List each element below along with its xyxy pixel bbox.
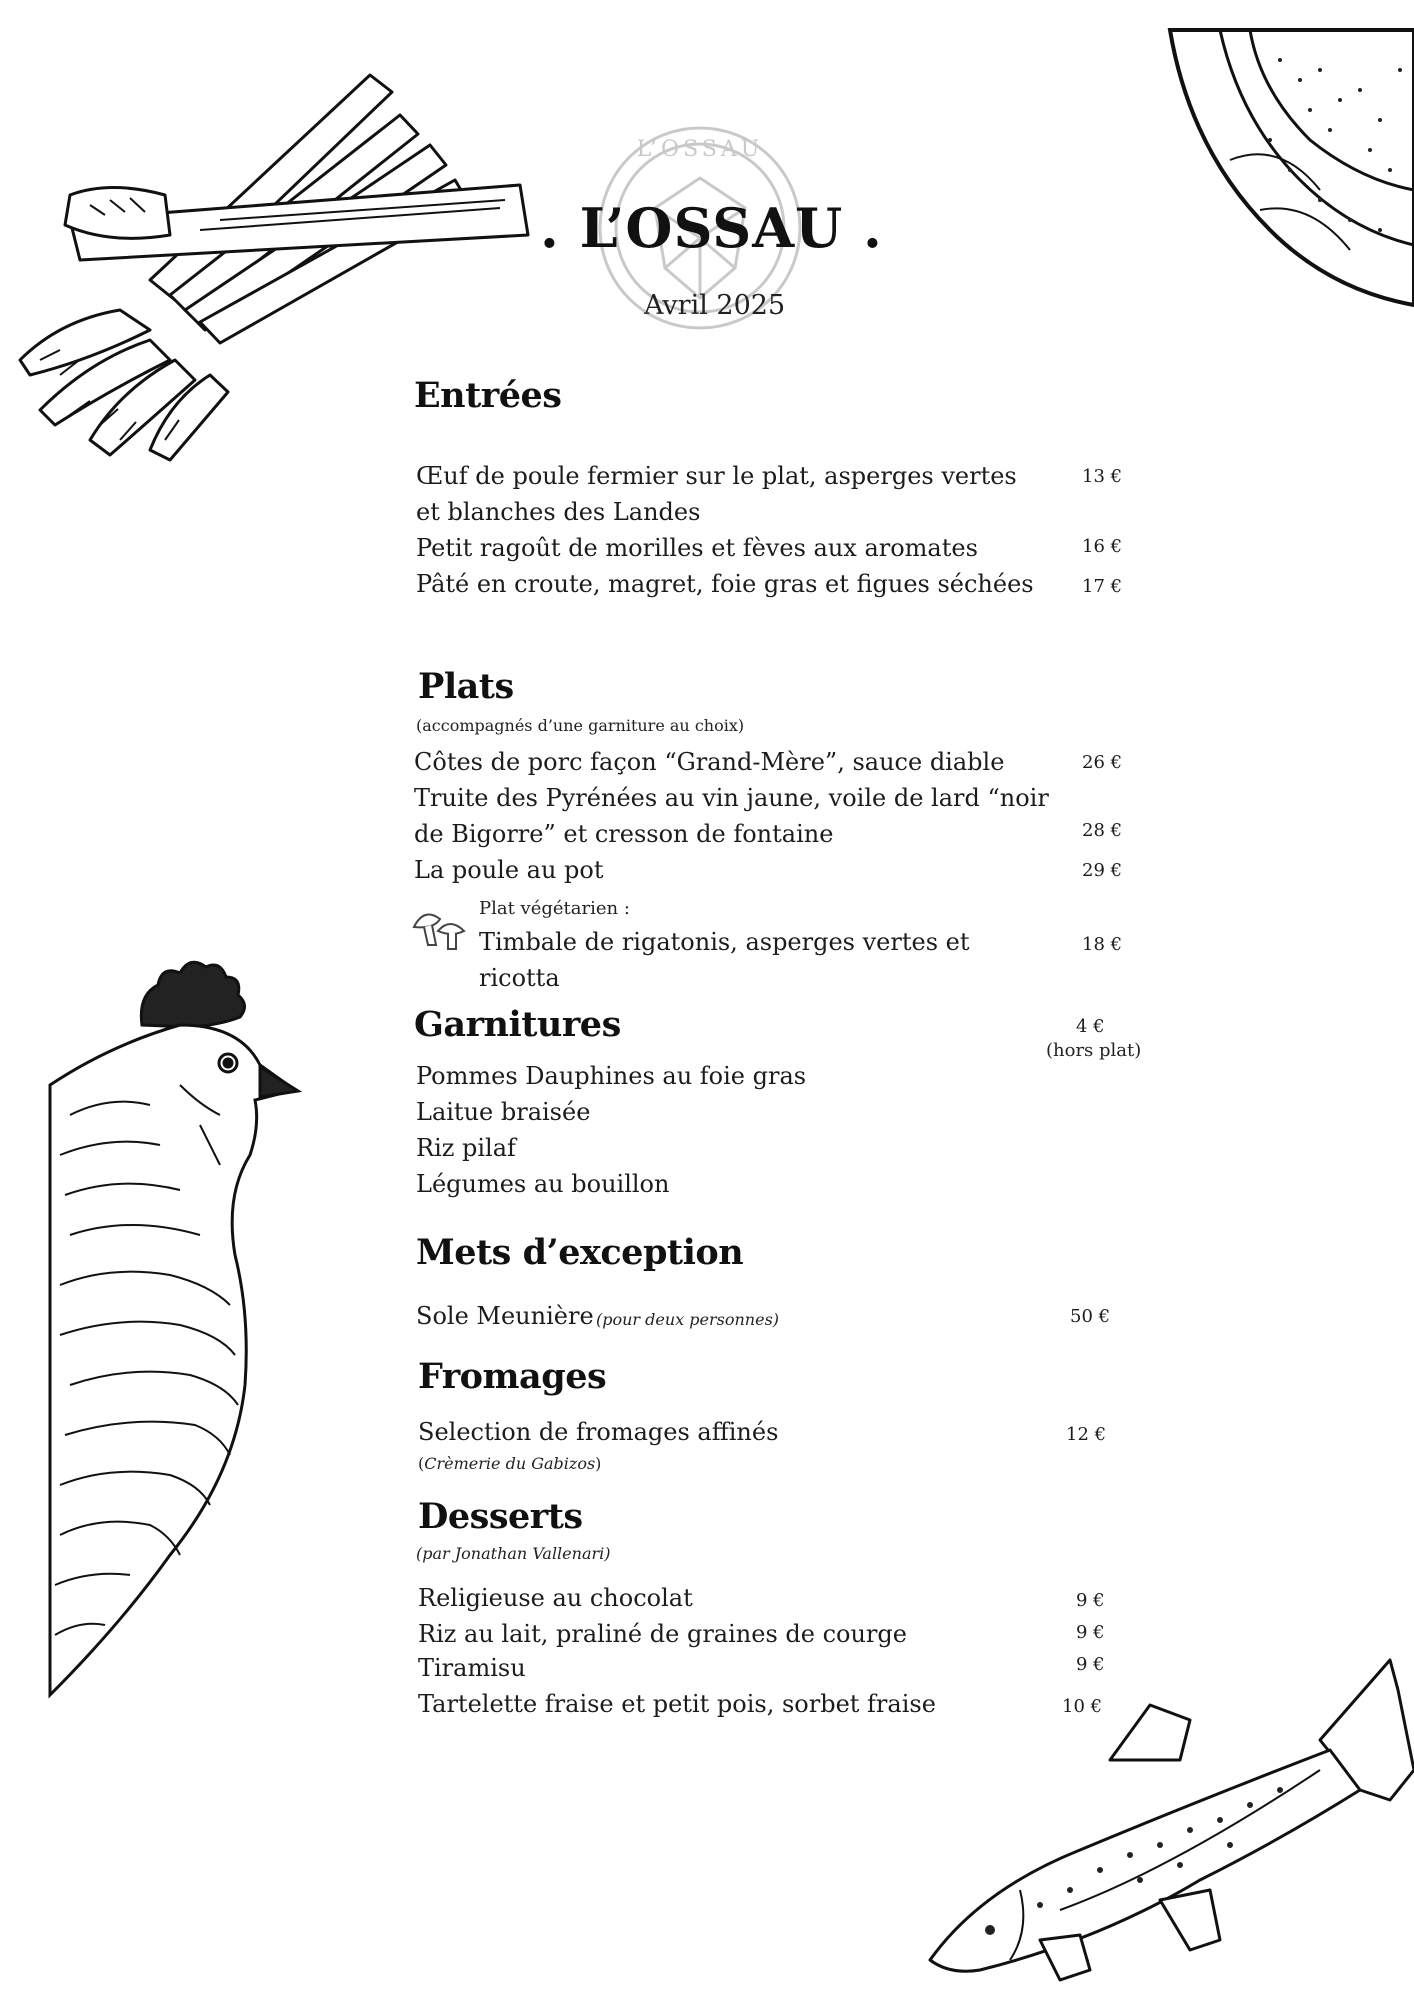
menu-item: Timbale de rigatonis, asperges vertes et [479,928,970,956]
price: 17 € [1082,576,1123,597]
item-note: (Crèmerie du Gabizos) [418,1454,602,1473]
menu-item: Selection de fromages affinés [418,1418,779,1446]
menu-item: Tiramisu [418,1654,526,1682]
section-heading-entrees: Entrées [414,375,562,416]
menu-item: Pâté en croute, magret, foie gras et figues séchées [416,570,1034,598]
menu-item: Petit ragoût de morilles et fèves aux aromates [416,534,978,562]
menu-item: La poule au pot [414,856,604,884]
bread-illustration [1160,30,1414,310]
price: 29 € [1082,860,1123,881]
menu-date: Avril 2025 [644,290,786,321]
price: 16 € [1082,536,1123,557]
list-item: Riz pilaf [416,1134,516,1162]
section-heading-garnitures: Garnitures [414,1004,621,1045]
menu-item-cont: de Bigorre” et cresson de fontaine [414,820,834,848]
menu-item: Œuf de poule fermier sur le plat, asperges vertes [416,462,1017,490]
price: 18 € [1082,934,1123,955]
menu-item-cont: ricotta [479,964,560,992]
page-title: . L’OSSAU . [540,196,883,260]
item-note: (pour deux personnes) [596,1310,780,1329]
menu-item: Riz au lait, praliné de graines de courge [418,1620,907,1648]
price: 28 € [1082,820,1123,841]
section-heading-desserts: Desserts [418,1496,583,1537]
price: 10 € [1062,1696,1103,1717]
section-heading-plats: Plats [418,666,514,707]
price: 50 € [1070,1306,1111,1327]
list-item: Laitue braisée [416,1098,591,1126]
price: 4 € [1076,1016,1105,1037]
menu-item: Côtes de porc façon “Grand-Mère”, sauce diable [414,748,1005,776]
price: 26 € [1082,752,1123,773]
price: 12 € [1066,1424,1107,1445]
menu-item: Truite des Pyrénées au vin jaune, voile de lard “noir [414,784,1049,812]
section-heading-mets: Mets d’exception [416,1232,744,1273]
list-item: Légumes au bouillon [416,1170,670,1198]
menu-item-cont: et blanches des Landes [416,498,701,526]
section-note: (par Jonathan Vallenari) [416,1544,611,1563]
menu-item: Religieuse au chocolat [418,1584,693,1612]
price: 13 € [1082,466,1123,487]
section-heading-fromages: Fromages [418,1356,607,1397]
price: 9 € [1076,1654,1105,1675]
list-item: Pommes Dauphines au foie gras [416,1062,807,1090]
logo-ring-text: L’OSSAU [636,137,764,162]
vegetarian-label: Plat végétarien : [479,898,630,919]
section-note: (accompagnés d’une garniture au choix) [416,716,745,735]
price-note: (hors plat) [1046,1040,1142,1061]
price: 9 € [1076,1622,1105,1643]
fish-illustration [920,1650,1414,1990]
menu-item: Tartelette fraise et petit pois, sorbet fraise [418,1690,936,1718]
rooster-illustration [50,955,300,1695]
mushroom-icon [410,905,468,953]
price: 9 € [1076,1590,1105,1611]
menu-item: Sole Meunière [416,1302,594,1330]
